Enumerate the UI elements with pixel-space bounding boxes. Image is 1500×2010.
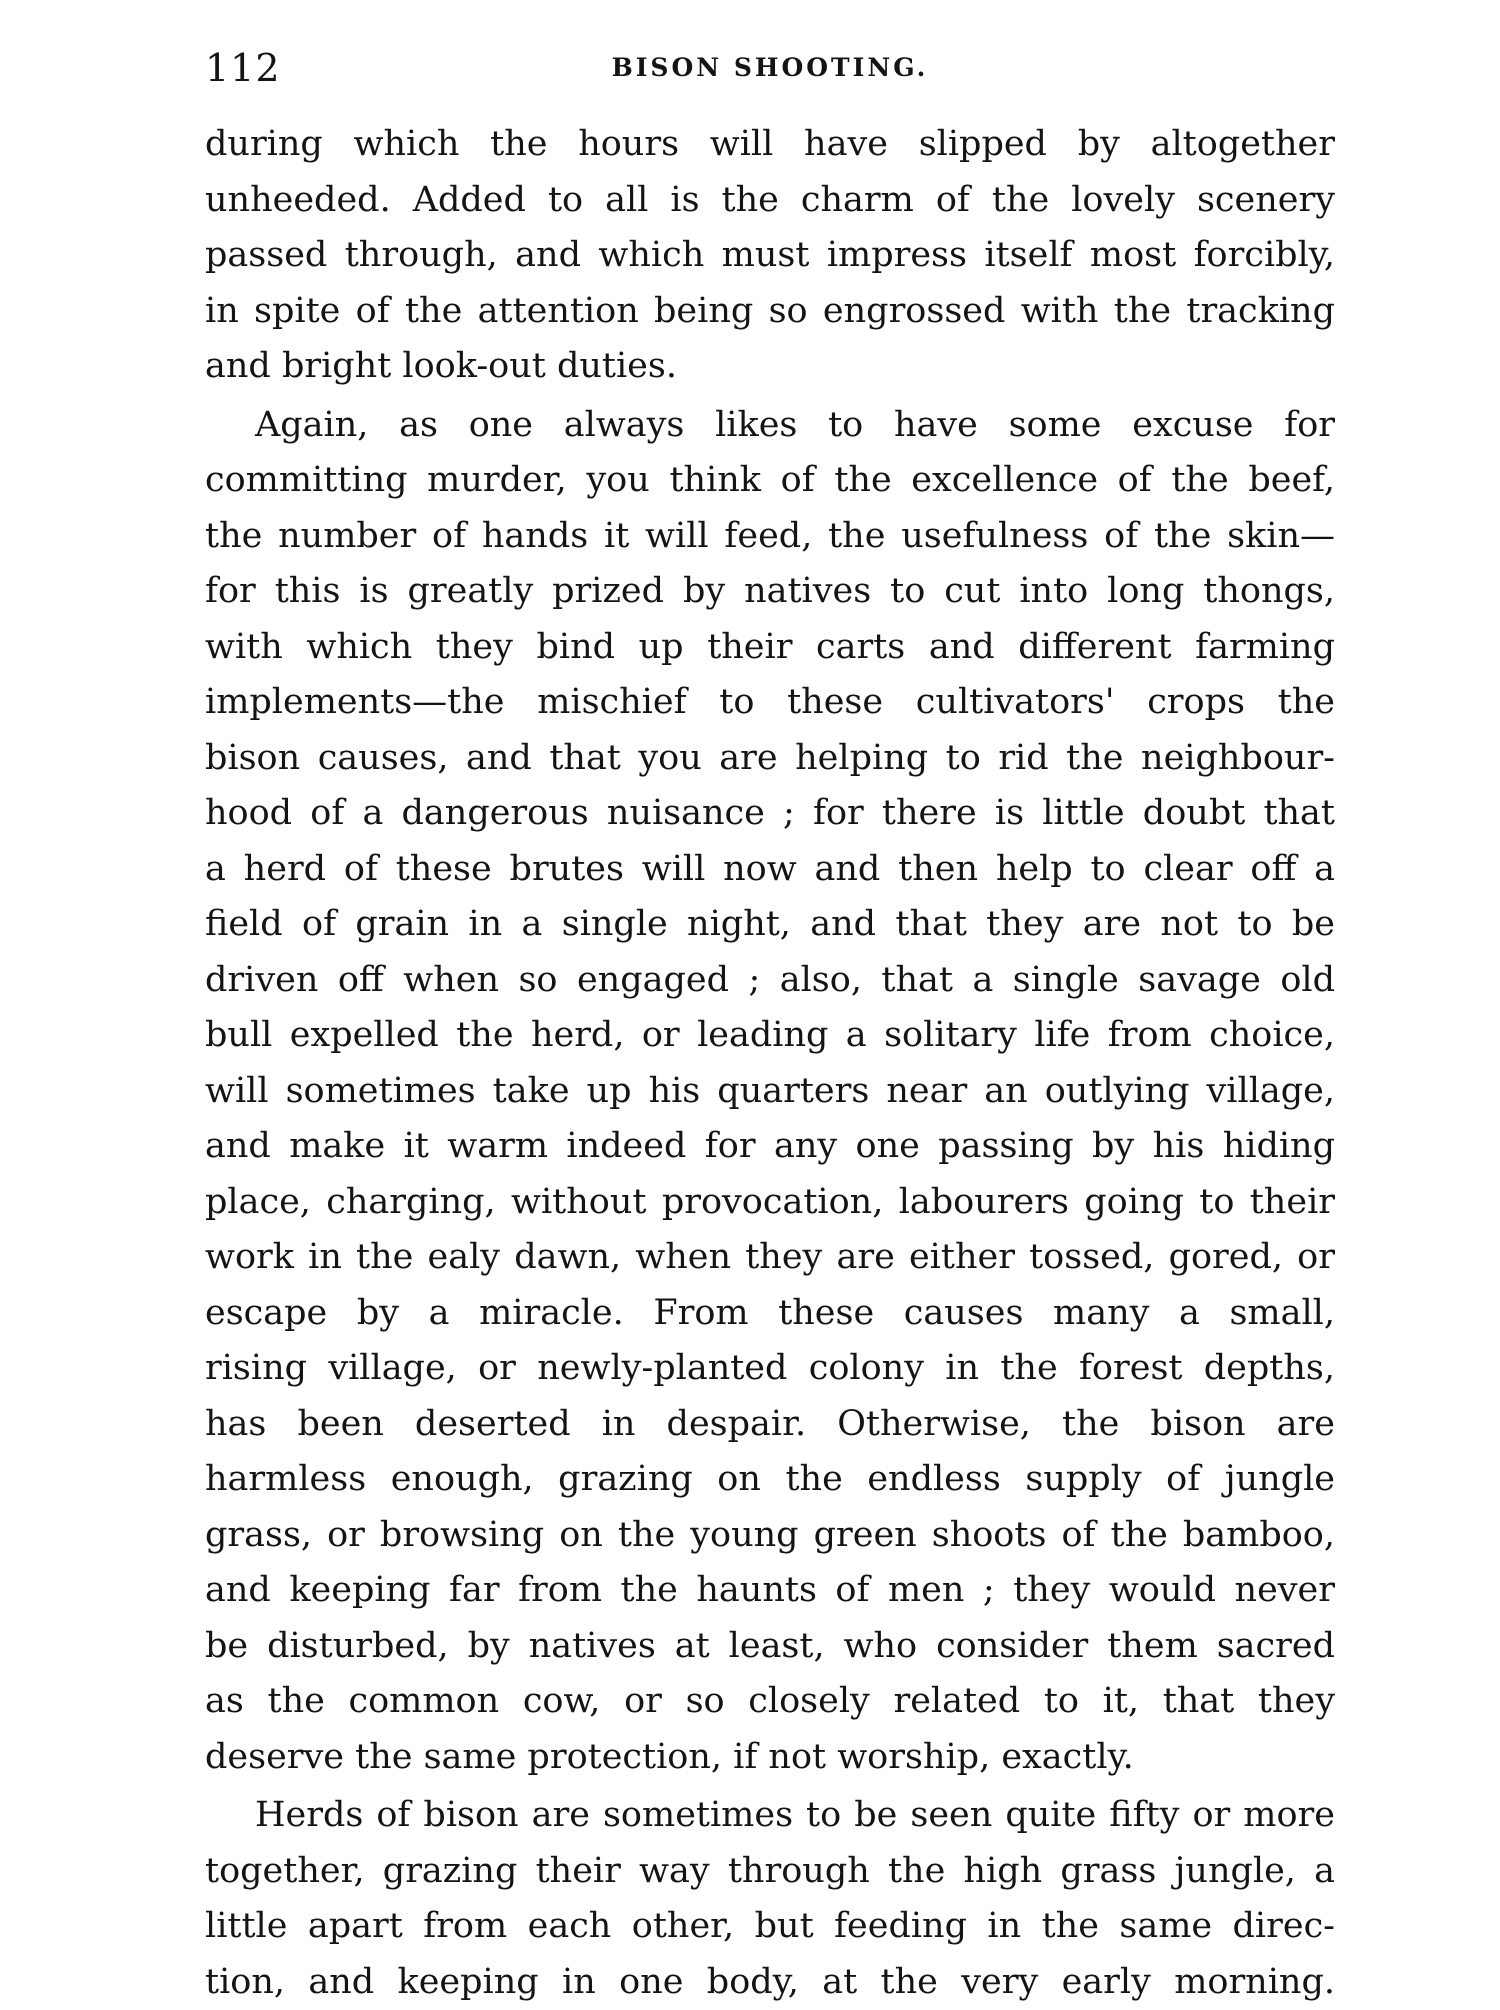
text-line: passed through, and which must impress itself most forcibly,	[205, 228, 1335, 284]
text-line: with which they bind up their carts and different farming	[205, 620, 1335, 676]
page-number: 112	[205, 38, 281, 98]
text-line: unheeded. Added to all is the charm of the lovely scenery	[205, 173, 1335, 229]
text-line: Herds of bison are sometimes to be seen quite fifty or more	[205, 1788, 1335, 1844]
text-line: place, charging, without provocation, labourers going to their	[205, 1175, 1335, 1231]
text-line: tion, and keeping in one body, at the very early morning.	[205, 1955, 1335, 2010]
paragraph-2	[205, 398, 1335, 1786]
text-line: for this is greatly prized by natives to cut into long thongs,	[205, 564, 1335, 620]
page-header	[205, 38, 1335, 98]
text-line: hood of a dangerous nuisance ; for there is little doubt that	[205, 786, 1335, 842]
text-line: be disturbed, by natives at least, who consider them sacred	[205, 1619, 1335, 1675]
text-line: deserve the same protection, if not worship, exactly.	[205, 1730, 1335, 1786]
text-line: the number of hands it will feed, the usefulness of the skin—	[205, 509, 1335, 565]
paragraph-3	[205, 1788, 1335, 2010]
text-line: rising village, or newly-planted colony in the forest depths,	[205, 1341, 1335, 1397]
text-line: implements—the mischief to these cultivators' crops the	[205, 675, 1335, 731]
text-line: grass, or browsing on the young green shoots of the bamboo,	[205, 1508, 1335, 1564]
text-line: and keeping far from the haunts of men ; they would never	[205, 1563, 1335, 1619]
text-line: little apart from each other, but feeding in the same direc-	[205, 1899, 1335, 1955]
running-head: BISON SHOOTING.	[205, 38, 1335, 98]
text-line: harmless enough, grazing on the endless supply of jungle	[205, 1452, 1335, 1508]
text-line: Again, as one always likes to have some excuse for	[205, 398, 1335, 454]
text-line: work in the ealy dawn, when they are either tossed, gored, or	[205, 1230, 1335, 1286]
text-line: in spite of the attention being so engrossed with the tracking	[205, 284, 1335, 340]
text-line: a herd of these brutes will now and then help to clear off a	[205, 842, 1335, 898]
text-line: driven off when so engaged ; also, that a single savage old	[205, 953, 1335, 1009]
body-text	[205, 117, 1335, 2010]
text-line: has been deserted in despair. Otherwise, the bison are	[205, 1397, 1335, 1453]
text-line: bull expelled the herd, or leading a solitary life from choice,	[205, 1008, 1335, 1064]
text-line: field of grain in a single night, and that they are not to be	[205, 897, 1335, 953]
text-line: and bright look-out duties.	[205, 339, 1335, 395]
text-line: escape by a miracle. From these causes many a small,	[205, 1286, 1335, 1342]
text-line: together, grazing their way through the high grass jungle, a	[205, 1844, 1335, 1900]
text-line: as the common cow, or so closely related to it, that they	[205, 1674, 1335, 1730]
text-line: committing murder, you think of the excellence of the beef,	[205, 453, 1335, 509]
text-line: bison causes, and that you are helping to rid the neighbour-	[205, 731, 1335, 787]
paragraph-1	[205, 117, 1335, 395]
text-line: and make it warm indeed for any one passing by his hiding	[205, 1119, 1335, 1175]
text-line: during which the hours will have slipped by altogether	[205, 117, 1335, 173]
text-line: will sometimes take up his quarters near an outlying village,	[205, 1064, 1335, 1120]
